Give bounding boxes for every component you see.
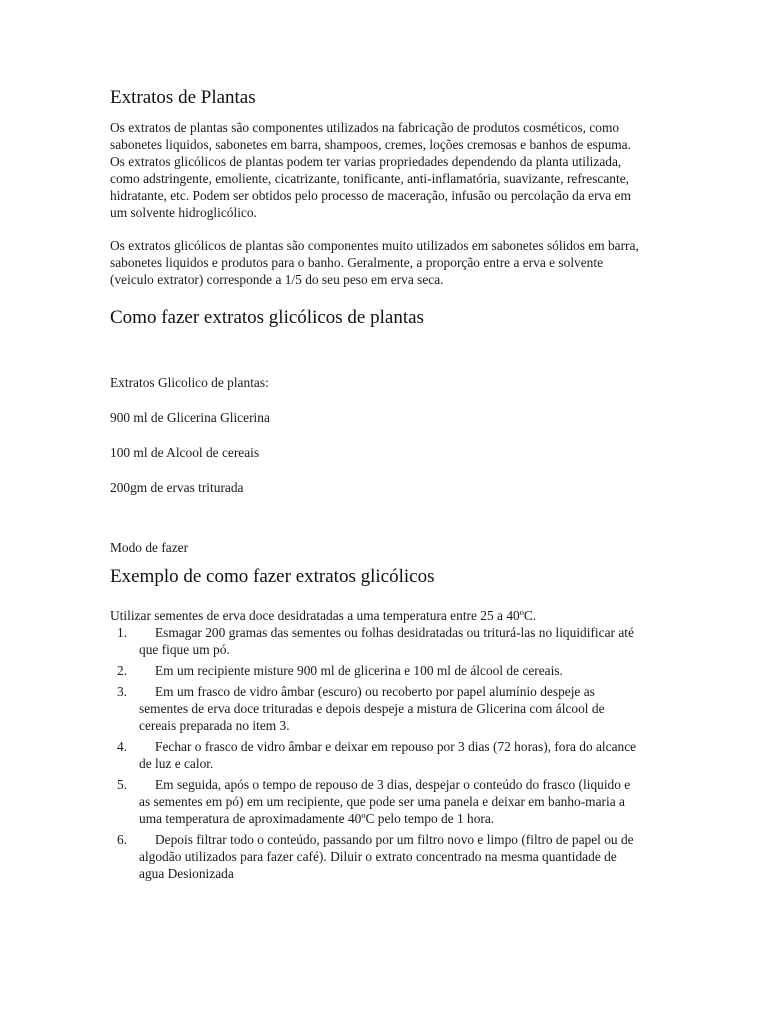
step-item xyxy=(110,831,640,882)
intro-paragraph: Os extratos de plantas são componentes utilizados na fabricação de produtos cosméticos, como sabonetes liquidos, sabonetes em barra, shampoos, cremes, loções cremosas e banhos de espuma. Os extratos glicólicos de plantas podem ter varias propriedades dependendo da planta utilizada, como adstringente, emoliente, cicatrizante, tonificante, anti-inflamatória, suavizante, refrescante, hidratante, etc. Podem ser obtidos pelo processo de maceração, infusão ou percolação da erva em um solvente hidroglicólico. xyxy=(110,120,631,220)
method-label: Modo de fazer xyxy=(110,540,189,555)
step-item xyxy=(110,683,640,734)
example-intro: Utilizar sementes de erva doce desidratadas a uma temperatura entre 25 a 40ºC. xyxy=(110,608,537,623)
step-text: Fechar o frasco de vidro âmbar e deixar em repouso por 3 dias (72 horas), fora do alcance de luz e calor. xyxy=(139,739,637,771)
recipe-title: Extratos Glicolico de plantas: xyxy=(110,375,269,390)
steps-list xyxy=(110,624,640,886)
step-number: 1. xyxy=(117,625,128,640)
step-number: 3. xyxy=(117,684,128,699)
step-text: Em um frasco de vidro âmbar (escuro) ou recoberto por papel alumínio despeje as sementes de erva doce trituradas e depois despeje a mistura de Glicerina com álcool de cereais preparada no item 3. xyxy=(139,684,605,733)
step-item xyxy=(110,738,640,772)
ingredient-item: 200gm de ervas triturada xyxy=(110,480,244,495)
step-text: Em seguida, após o tempo de repouso de 3 dias, despejar o conteúdo do frasco (liquido e as sementes em pó) em um recipiente, que pode ser uma panela e deixar em banho-maria a uma temperatura de aproximadamente 40ºC pelo tempo de 1 hora. xyxy=(139,777,631,826)
step-number: 4. xyxy=(117,739,128,754)
step-text: Depois filtrar todo o conteúdo, passando por um filtro novo e limpo (filtro de papel ou de algodão utilizados para fazer café). Diluir o extrato concentrado na mesma quantidade de agua Desionizada xyxy=(139,832,634,881)
step-text: Esmagar 200 gramas das sementes ou folhas desidratadas ou triturá-las no liquidificar até que fique um pó. xyxy=(139,625,634,657)
section-title-exemplo: Exemplo de como fazer extratos glicólicos xyxy=(110,566,435,587)
step-number: 6. xyxy=(117,832,128,847)
step-item xyxy=(110,776,640,827)
ingredient-item: 100 ml de Alcool de cereais xyxy=(110,445,260,460)
step-number: 2. xyxy=(117,663,128,678)
step-item xyxy=(110,662,640,679)
usage-paragraph: Os extratos glicólicos de plantas são componentes muito utilizados em sabonetes sólidos em barra, sabonetes liquidos e produtos para o banho. Geralmente, a proporção entre a erva e solvente (veiculo extrator) corresponde a 1/5 do seu peso em erva seca. xyxy=(110,238,639,287)
step-item xyxy=(110,624,640,658)
ingredient-item: 900 ml de Glicerina Glicerina xyxy=(110,410,270,425)
step-number: 5. xyxy=(117,777,128,792)
section-title-extratos: Extratos de Plantas xyxy=(110,87,256,108)
step-text: Em um recipiente misture 900 ml de glicerina e 100 ml de álcool de cereais. xyxy=(155,663,563,678)
section-title-como-fazer: Como fazer extratos glicólicos de plantas xyxy=(110,307,424,328)
